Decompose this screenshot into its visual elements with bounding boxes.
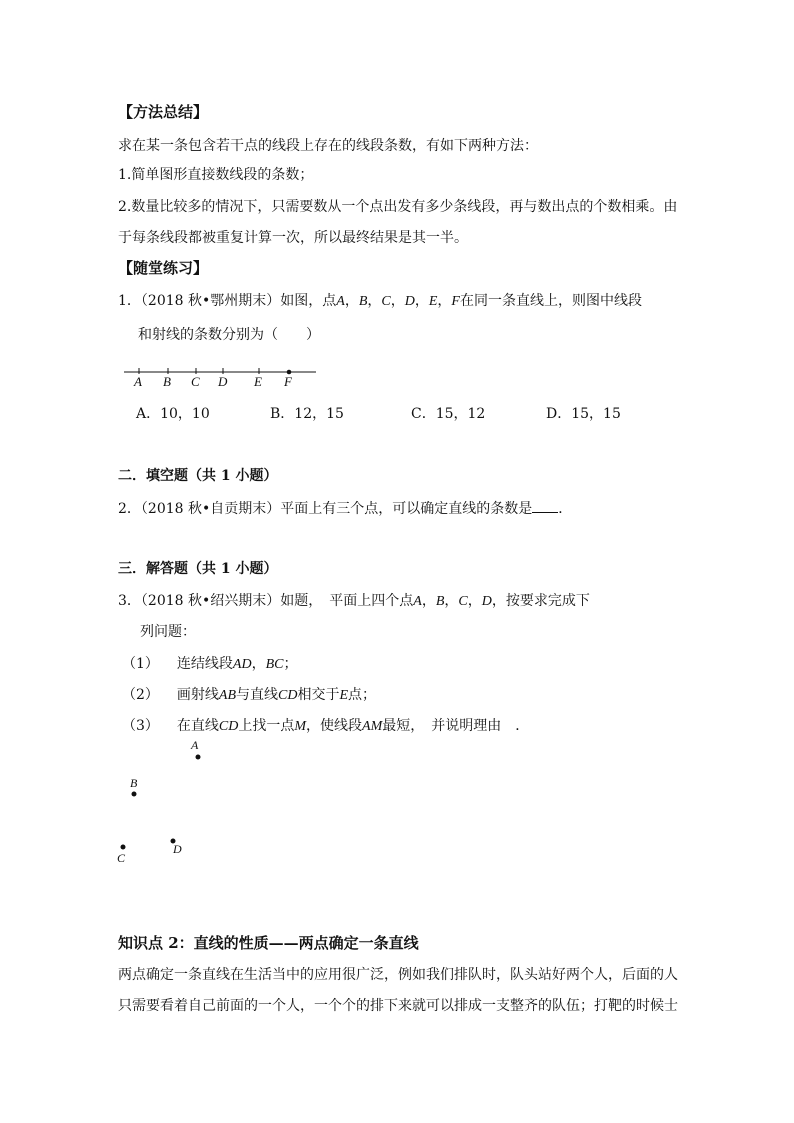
q1-point-e: E <box>428 294 438 309</box>
question-3-line-1: 3．（2018 秋•绍兴期末）如题， 平面上四个点A，B，C，D，按要求完成下 <box>118 593 590 609</box>
practice-heading: 【随堂练习】 <box>118 259 209 277</box>
q1-option-c[interactable]: C．15，12 <box>411 406 486 422</box>
q1-label-b: B <box>163 374 171 389</box>
question-2: 2．（2018 秋•自贡期末）平面上有三个点，可以确定直线的条数是 ． <box>118 501 573 517</box>
question-1-tail: 在同一条直线上，则图中线段 <box>459 293 642 309</box>
method-item-2-line-2: 于每条线段都被重复计算一次，所以最终结果是其一半。 <box>118 230 468 246</box>
method-item-2-line-1: 2.数量比较多的情况下，只需要数从一个点出发有多少条线段，再与数出点的个数相乘。由 <box>118 199 678 215</box>
q1-label-e: E <box>254 374 262 389</box>
question-3-line-2: 列问题： <box>140 624 196 640</box>
q3-dot-c <box>121 845 126 850</box>
q3-label-b: B <box>130 776 138 790</box>
section-3-heading: 三．解答题（共 1 小题） <box>118 561 278 577</box>
q3-label-a: A <box>191 738 199 752</box>
q1-point-d: D <box>404 294 415 309</box>
q1-point-f: F <box>451 294 460 309</box>
q1-option-b[interactable]: B．12，15 <box>270 406 344 422</box>
question-1-line-1: 1．（2018 秋•鄂州期末）如图，点A，B，C，D，E，F在同一条直线上，则图中线段 <box>118 293 642 309</box>
q3-dot-b <box>132 792 137 797</box>
method-item-1: 1.简单图形直接数线段的条数； <box>118 167 314 183</box>
q3-sub-3: （3） 在直线CD上找一点M，使线段AM最短， 并说明理由 ． <box>122 718 530 734</box>
q1-label-a: A <box>134 374 142 389</box>
question-1-source: （2018 秋•鄂州期末）如图，点 <box>140 293 337 309</box>
q1-label-c: C <box>191 374 200 389</box>
q1-option-a[interactable]: A．10，10 <box>136 406 210 422</box>
q3-sub-1: （1） 连结线段AD，BC； <box>122 656 298 672</box>
q3-label-d: D <box>173 842 182 856</box>
q1-point-b: B <box>358 294 368 309</box>
q3-sub-2: （2） 画射线AB与直线CD相交于E点； <box>122 687 377 703</box>
q1-label-f: F <box>284 374 292 389</box>
method-heading: 【方法总结】 <box>118 103 209 121</box>
q1-label-d: D <box>218 374 228 389</box>
question-1-number: 1． <box>118 293 141 309</box>
q3-label-c: C <box>117 851 126 865</box>
method-intro: 求在某一条包含若干点的线段上存在的线段条数，有如下两种方法： <box>118 138 538 154</box>
q1-option-d[interactable]: D．15，15 <box>546 406 621 422</box>
q1-point-c: C <box>381 294 391 309</box>
q3-dot-a <box>196 755 201 760</box>
knowledge-point-2-heading: 知识点 2：直线的性质——两点确定一条直线 <box>118 934 419 952</box>
question-1-line-2: 和射线的条数分别为（ ） <box>138 327 320 343</box>
section-2-heading: 二．填空题（共 1 小题） <box>118 468 278 484</box>
knowledge-line-1: 两点确定一条直线在生活当中的应用很广泛，例如我们排队时，队头站好两个人，后面的人 <box>118 967 678 983</box>
q1-point-a: A <box>336 294 345 309</box>
knowledge-line-2: 只需要看着自己前面的一个人，一个个的排下来就可以排成一支整齐的队伍；打靶的时候士 <box>118 998 678 1014</box>
